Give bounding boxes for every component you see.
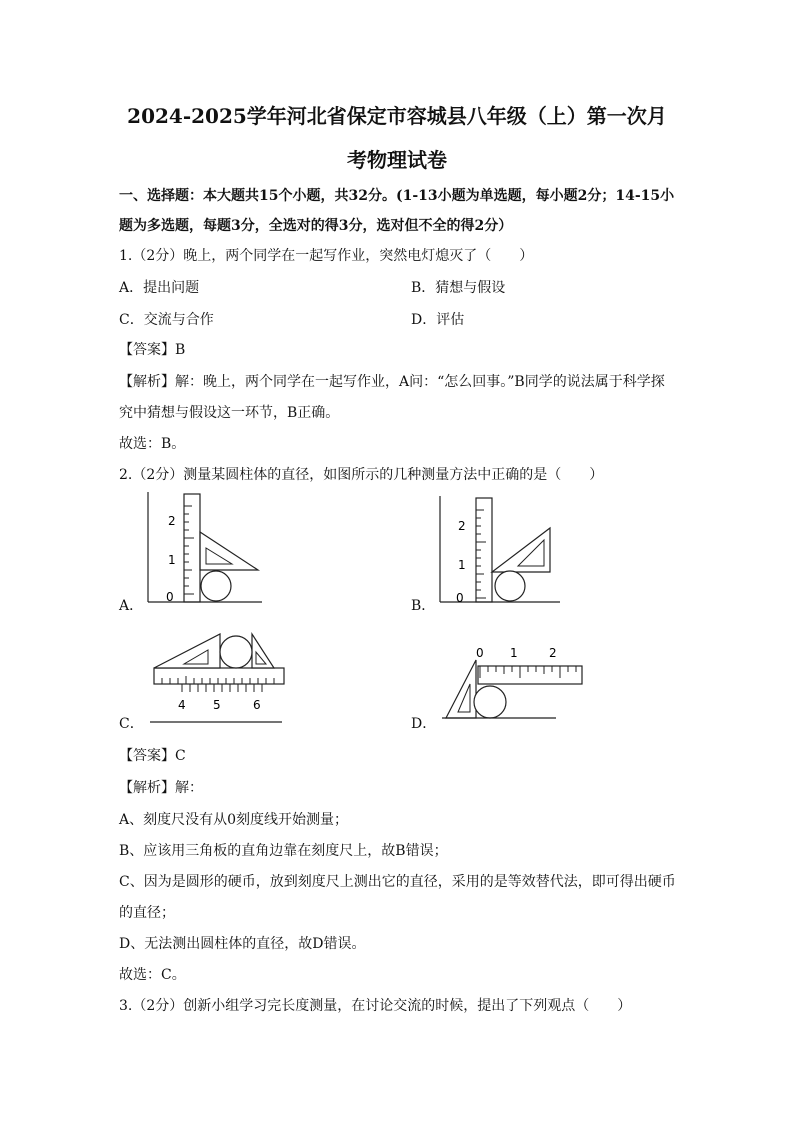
q2-stem: 2.（2分）测量某圆柱体的直径，如图所示的几种测量方法中正确的是（ ）: [119, 467, 604, 483]
fig-b-triangle: [492, 528, 550, 572]
q1-choose: 故选：B。: [119, 436, 186, 452]
fig-b-tick-0: 0: [456, 591, 464, 605]
fig-b-tick-2: 2: [458, 519, 466, 533]
q2-analysis-line-c2: 的直径；: [119, 905, 175, 921]
q1-option-c: C．交流与合作: [119, 312, 214, 328]
q2-analysis-line-a: A、刻度尺没有从0刻度线开始测量；: [119, 812, 349, 828]
fig-c-tick-5: 5: [213, 698, 221, 712]
q1-option-a: A．提出问题: [119, 280, 200, 296]
q2-fig-a-label: A．: [119, 598, 144, 614]
q1-option-d: D．评估: [411, 312, 465, 328]
q2-analysis-head: 【解析】解：: [119, 780, 203, 796]
q2-figure-c: [140, 630, 290, 730]
fig-d-tick-1: 1: [510, 646, 518, 660]
fig-b-triangle-inner: [518, 540, 544, 566]
section-heading-line2: 题为多选题，每题3分，全选对的得3分，选对但不全的得2分）: [119, 218, 513, 234]
q2-figure-a: [140, 492, 270, 607]
q3-stem: 3.（2分）创新小组学习完长度测量，在讨论交流的时候，提出了下列观点（ ）: [119, 998, 632, 1014]
section-heading-line1: 一、选择题：本大题共15个小题，共32分。(1-13小题为单选题，每小题2分；14-15小: [119, 188, 675, 204]
exam-title-line1: 2024-2025学年河北省保定市容城县八年级（上）第一次月: [127, 104, 667, 128]
fig-a-tick-2: 2: [168, 514, 176, 528]
q1-analysis-line1: 【解析】解：晚上，两个同学在一起写作业，A问：“怎么回事。”B同学的说法属于科学探: [119, 374, 665, 390]
q2-analysis-line-b: B、应该用三角板的直角边靠在刻度尺上，故B错误；: [119, 843, 448, 859]
fig-c-triangle-left: [154, 634, 220, 668]
q1-stem: 1.（2分）晚上，两个同学在一起写作业，突然电灯熄灭了（ ）: [119, 248, 534, 264]
fig-d-cylinder: [474, 686, 506, 718]
fig-d-tick-0: 0: [476, 646, 484, 660]
fig-d-ruler: [478, 666, 582, 684]
fig-c-triangle-right: [252, 634, 274, 668]
q2-fig-d-label: D．: [411, 716, 437, 732]
q2-analysis-line-d: D、无法测出圆柱体的直径，故D错误。: [119, 936, 366, 952]
q2-analysis-line-c: C、因为是圆形的硬币，放到刻度尺上测出它的直径，采用的是等效替代法，即可得出硬币: [119, 874, 676, 890]
q2-answer: 【答案】C: [119, 748, 186, 764]
fig-a-tick-0: 0: [166, 590, 174, 604]
q2-fig-b-label: B．: [411, 598, 436, 614]
q2-fig-c-label: C．: [119, 716, 144, 732]
q2-figure-b: [432, 492, 572, 607]
q1-answer: 【答案】B: [119, 342, 186, 358]
fig-d-tick-2: 2: [549, 646, 557, 660]
q2-choose: 故选：C。: [119, 967, 186, 983]
fig-c-tick-4: 4: [178, 698, 186, 712]
fig-d-triangle: [446, 660, 476, 718]
fig-c-tick-6: 6: [253, 698, 261, 712]
q1-analysis-line2: 究中猜想与假设这一环节，B正确。: [119, 405, 340, 421]
fig-b-cylinder: [495, 571, 525, 601]
fig-c-coin: [220, 636, 252, 668]
fig-b-tick-1: 1: [458, 558, 466, 572]
exam-title-line2: 考物理试卷: [347, 148, 447, 172]
q1-option-b: B．猜想与假设: [411, 280, 506, 296]
fig-a-tick-1: 1: [168, 553, 176, 567]
fig-c-ruler: [154, 668, 284, 684]
fig-a-cylinder: [201, 571, 231, 601]
q2-figure-d: [432, 644, 587, 726]
